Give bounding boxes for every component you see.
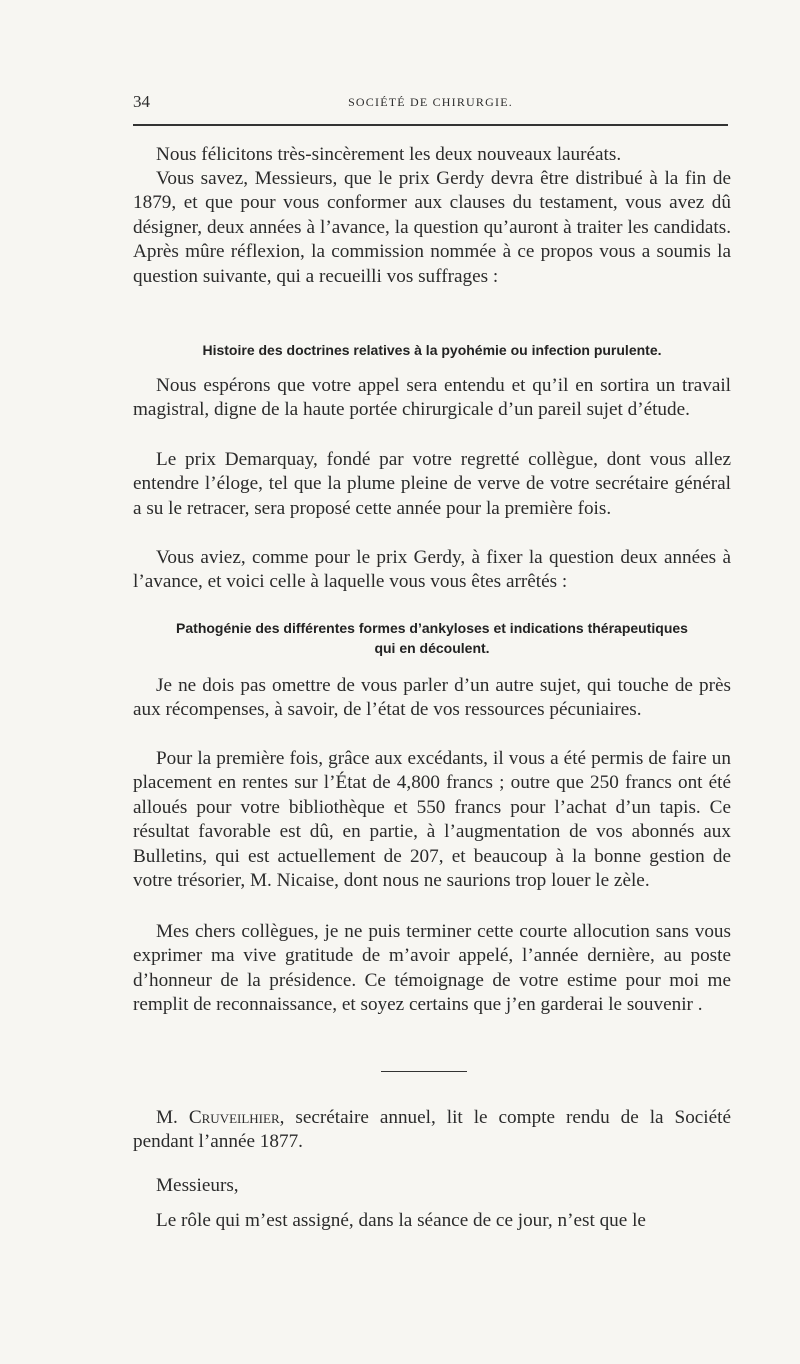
page-number: 34 [133, 92, 150, 111]
gerdy-prize-subject: Histoire des doctrines relatives à la pyohémie ou infection purulente. [202, 342, 662, 358]
report-intro [133, 1106, 731, 1155]
section-divider [381, 1071, 467, 1072]
salutation: Messieurs, [156, 1175, 239, 1196]
demarquay-prize-subject [133, 618, 731, 658]
paragraph: Vous savez, Messieurs, que le prix Gerdy devra être distribué à la fin de 1879, et que pour vous conformer aux clauses du testament, vous avez dû désigner, deux années à l’avance, la question qu’auront à traiter les candidats. Après mûre réflexion, la commission nommée à ce propos vous a soumis la question suivante, qui a recueilli vos suffrages : [133, 168, 731, 287]
report-intro-text: , secrétaire annuel, lit le compte rendu de la Société pendant l’année 1877. [133, 1107, 731, 1153]
paragraph: Vous aviez, comme pour le prix Gerdy, à fixer la question deux années à l’avance, et voici celle à laquelle vous vous êtes arrêtés : [133, 547, 731, 593]
running-title: SOCIÉTÉ DE CHIRURGIE. [348, 95, 513, 109]
paragraph: Mes chers collègues, je ne puis terminer cette courte allocution sans vous exprimer ma vive gratitude de m’avoir appelé, l’année dernière, au poste d’honneur de la présidence. Ce témoignage de votre estime pour moi me remplit de reconnaissance, et soyez certains que j’en garderai le souvenir . [133, 921, 731, 1016]
speaker-name: M. Cruveilhier [156, 1107, 280, 1128]
paragraph: Pour la première fois, grâce aux excédants, il vous a été permis de faire un placement en rentes sur l’État de 4,800 francs ; outre que 250 francs ont été alloués pour votre bibliothèque et 550 francs pour l’achat d’un tapis. Ce résultat favorable est dû, en partie, à l’augmentation de vos abonnés aux Bulletins, qui est actuellement de 207, et beaucoup à la bonne gestion de votre trésorier, M. Nicaise, dont nous ne saurions trop louer le zèle. [133, 748, 731, 892]
subject-line: qui en découlent. [374, 640, 490, 656]
header-rule [133, 124, 728, 126]
paragraph: Je ne dois pas omettre de vous parler d’un autre sujet, qui touche de près aux récompenses, à savoir, de l’état de vos ressources pécuniaires. [133, 675, 731, 721]
subject-line: Pathogénie des différentes formes d’ankyloses et indications thérapeutiques [176, 620, 688, 636]
report-opening: Le rôle qui m’est assigné, dans la séance de ce jour, n’est que le [156, 1210, 646, 1231]
paragraph: Nous espérons que votre appel sera entendu et qu’il en sortira un travail magistral, digne de la haute portée chirurgicale d’un pareil sujet d’étude. [133, 375, 731, 421]
paragraph: Nous félicitons très-sincèrement les deux nouveaux lauréats. [156, 144, 622, 165]
page-header [133, 92, 728, 112]
paragraph: Le prix Demarquay, fondé par votre regretté collègue, dont vous allez entendre l’éloge, tel que la plume pleine de verve de votre secrétaire général a su le retracer, sera proposé cette année pour la première fois. [133, 449, 731, 519]
